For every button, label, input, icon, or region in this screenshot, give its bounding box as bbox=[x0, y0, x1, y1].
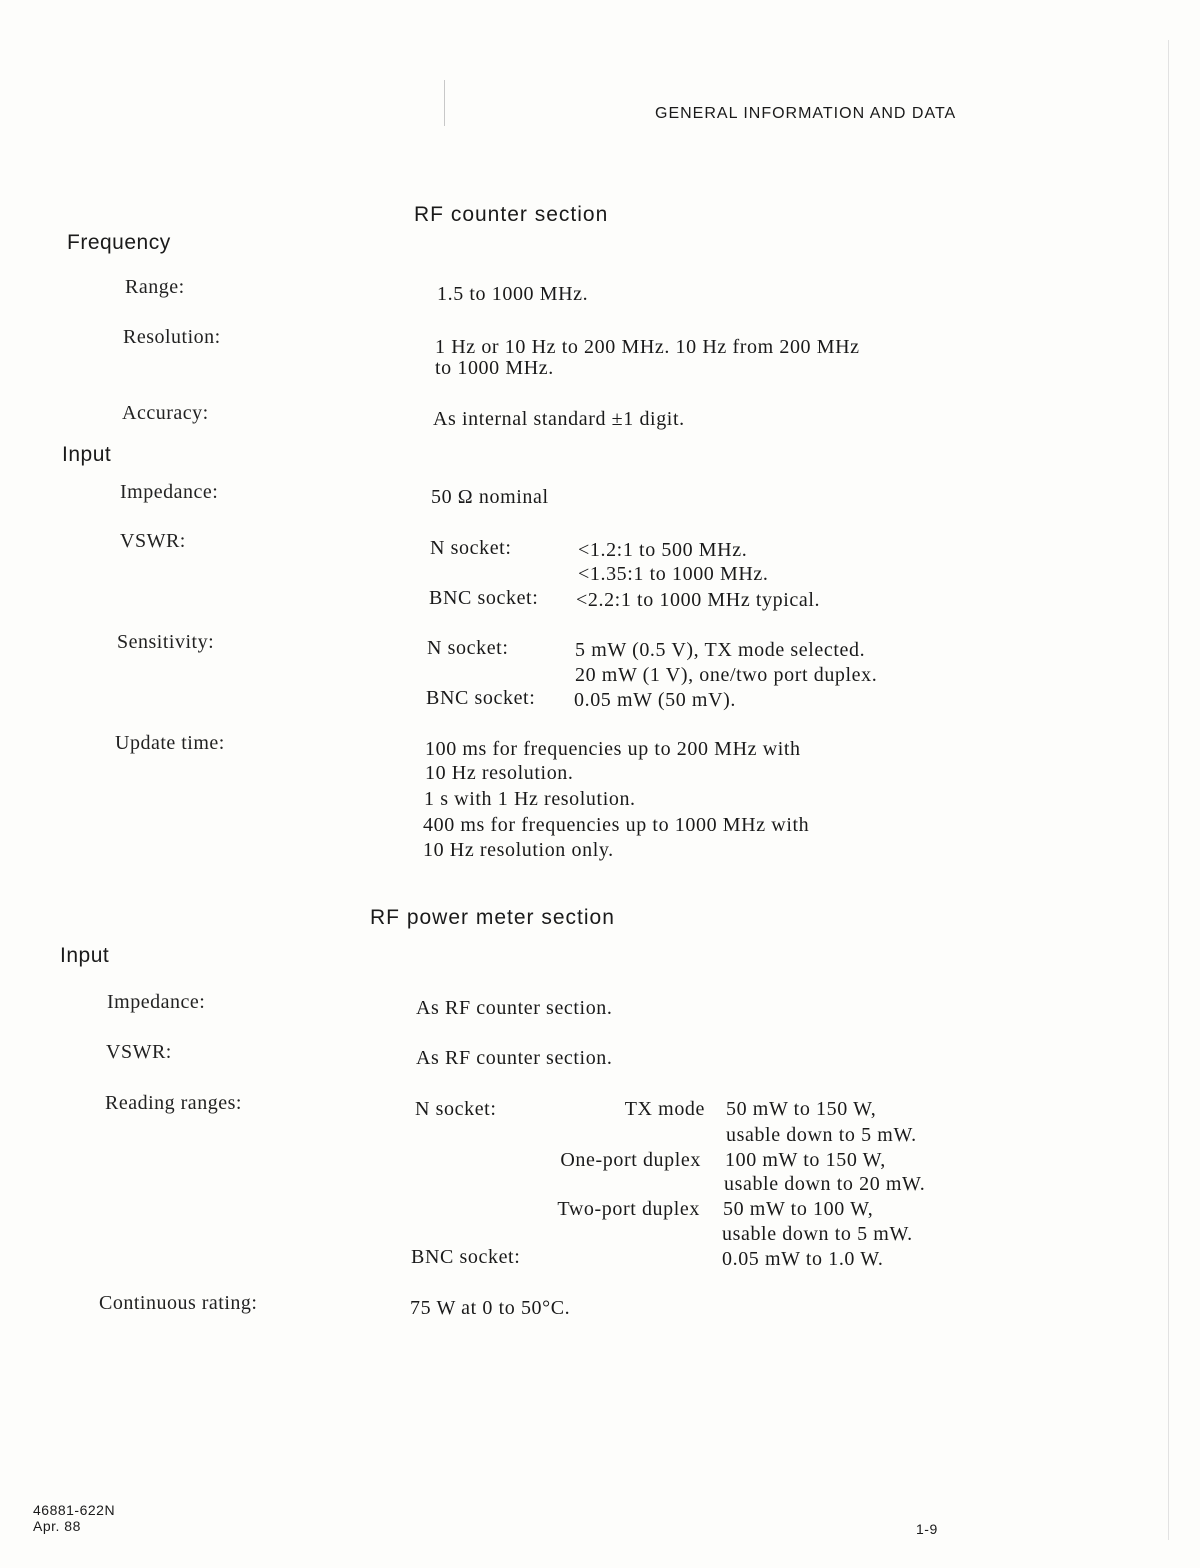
two-port-line-2: usable down to 5 mW. bbox=[722, 1223, 913, 1245]
resolution-line-2: to 1000 MHz. bbox=[435, 357, 554, 379]
tx-mode-line-1: 50 mW to 150 W, bbox=[726, 1098, 877, 1120]
power-input-heading: Input bbox=[60, 944, 110, 967]
accuracy-value: As internal standard ±1 digit. bbox=[433, 408, 685, 430]
page-number: 1-9 bbox=[916, 1521, 938, 1537]
power-impedance-value: As RF counter section. bbox=[416, 997, 613, 1019]
update-time-line-4: 400 ms for frequencies up to 1000 MHz with bbox=[423, 814, 810, 836]
range-label: Range: bbox=[125, 276, 185, 298]
one-port-line-2: usable down to 20 mW. bbox=[724, 1173, 926, 1195]
power-vswr-value: As RF counter section. bbox=[416, 1047, 613, 1069]
tx-mode-line-2: usable down to 5 mW. bbox=[726, 1124, 917, 1146]
sensitivity-bnc-socket: BNC socket: bbox=[426, 687, 536, 709]
scan-edge-line bbox=[1168, 40, 1169, 1540]
reading-ranges-label: Reading ranges: bbox=[105, 1092, 242, 1114]
frequency-heading: Frequency bbox=[67, 231, 171, 254]
vswr-bnc-socket: BNC socket: bbox=[429, 587, 539, 609]
impedance-label: Impedance: bbox=[120, 481, 219, 503]
accuracy-label: Accuracy: bbox=[122, 402, 209, 424]
reading-n-socket: N socket: bbox=[415, 1098, 497, 1120]
power-vswr-label: VSWR: bbox=[106, 1041, 172, 1063]
sensitivity-n-socket: N socket: bbox=[427, 637, 509, 659]
vswr-n-line-2: <1.35:1 to 1000 MHz. bbox=[578, 563, 769, 585]
resolution-label: Resolution: bbox=[123, 326, 221, 348]
tx-mode-label: TX mode bbox=[624, 1098, 705, 1120]
sensitivity-n-line-1: 5 mW (0.5 V), TX mode selected. bbox=[575, 639, 866, 661]
footer-date: Apr. 88 bbox=[33, 1518, 81, 1534]
rf-counter-section-title: RF counter section bbox=[414, 203, 609, 226]
footer-doc-number: 46881-622N bbox=[33, 1502, 116, 1518]
update-time-line-2: 10 Hz resolution. bbox=[425, 762, 574, 784]
impedance-value: 50 Ω nominal bbox=[431, 486, 549, 508]
vswr-n-line-1: <1.2:1 to 500 MHz. bbox=[578, 539, 748, 561]
sensitivity-n-line-2: 20 mW (1 V), one/two port duplex. bbox=[575, 664, 878, 686]
vswr-bnc-value: <2.2:1 to 1000 MHz typical. bbox=[576, 589, 821, 611]
vswr-label: VSWR: bbox=[120, 530, 186, 552]
update-time-label: Update time: bbox=[115, 732, 225, 754]
resolution-line-1: 1 Hz or 10 Hz to 200 MHz. 10 Hz from 200 MHz bbox=[435, 336, 860, 358]
two-port-duplex-label: Two-port duplex bbox=[557, 1198, 700, 1220]
sensitivity-bnc-value: 0.05 mW (50 mV). bbox=[574, 689, 736, 711]
update-time-line-5: 10 Hz resolution only. bbox=[423, 839, 614, 861]
page-header-title: GENERAL INFORMATION AND DATA bbox=[655, 105, 957, 122]
continuous-rating-label: Continuous rating: bbox=[99, 1292, 258, 1314]
update-time-line-1: 100 ms for frequencies up to 200 MHz with bbox=[425, 738, 801, 760]
scan-edge-line bbox=[444, 80, 445, 126]
input-heading: Input bbox=[62, 443, 112, 466]
reading-bnc-socket: BNC socket: bbox=[411, 1246, 521, 1268]
range-value: 1.5 to 1000 MHz. bbox=[437, 283, 589, 305]
reading-bnc-value: 0.05 mW to 1.0 W. bbox=[722, 1248, 884, 1270]
vswr-n-socket: N socket: bbox=[430, 537, 512, 559]
power-impedance-label: Impedance: bbox=[107, 991, 206, 1013]
sensitivity-label: Sensitivity: bbox=[117, 631, 215, 653]
rf-power-section-title: RF power meter section bbox=[370, 906, 615, 929]
continuous-rating-value: 75 W at 0 to 50°C. bbox=[410, 1297, 571, 1319]
one-port-duplex-label: One-port duplex bbox=[560, 1149, 701, 1171]
update-time-line-3: 1 s with 1 Hz resolution. bbox=[424, 788, 636, 810]
one-port-line-1: 100 mW to 150 W, bbox=[725, 1149, 886, 1171]
two-port-line-1: 50 mW to 100 W, bbox=[723, 1198, 874, 1220]
